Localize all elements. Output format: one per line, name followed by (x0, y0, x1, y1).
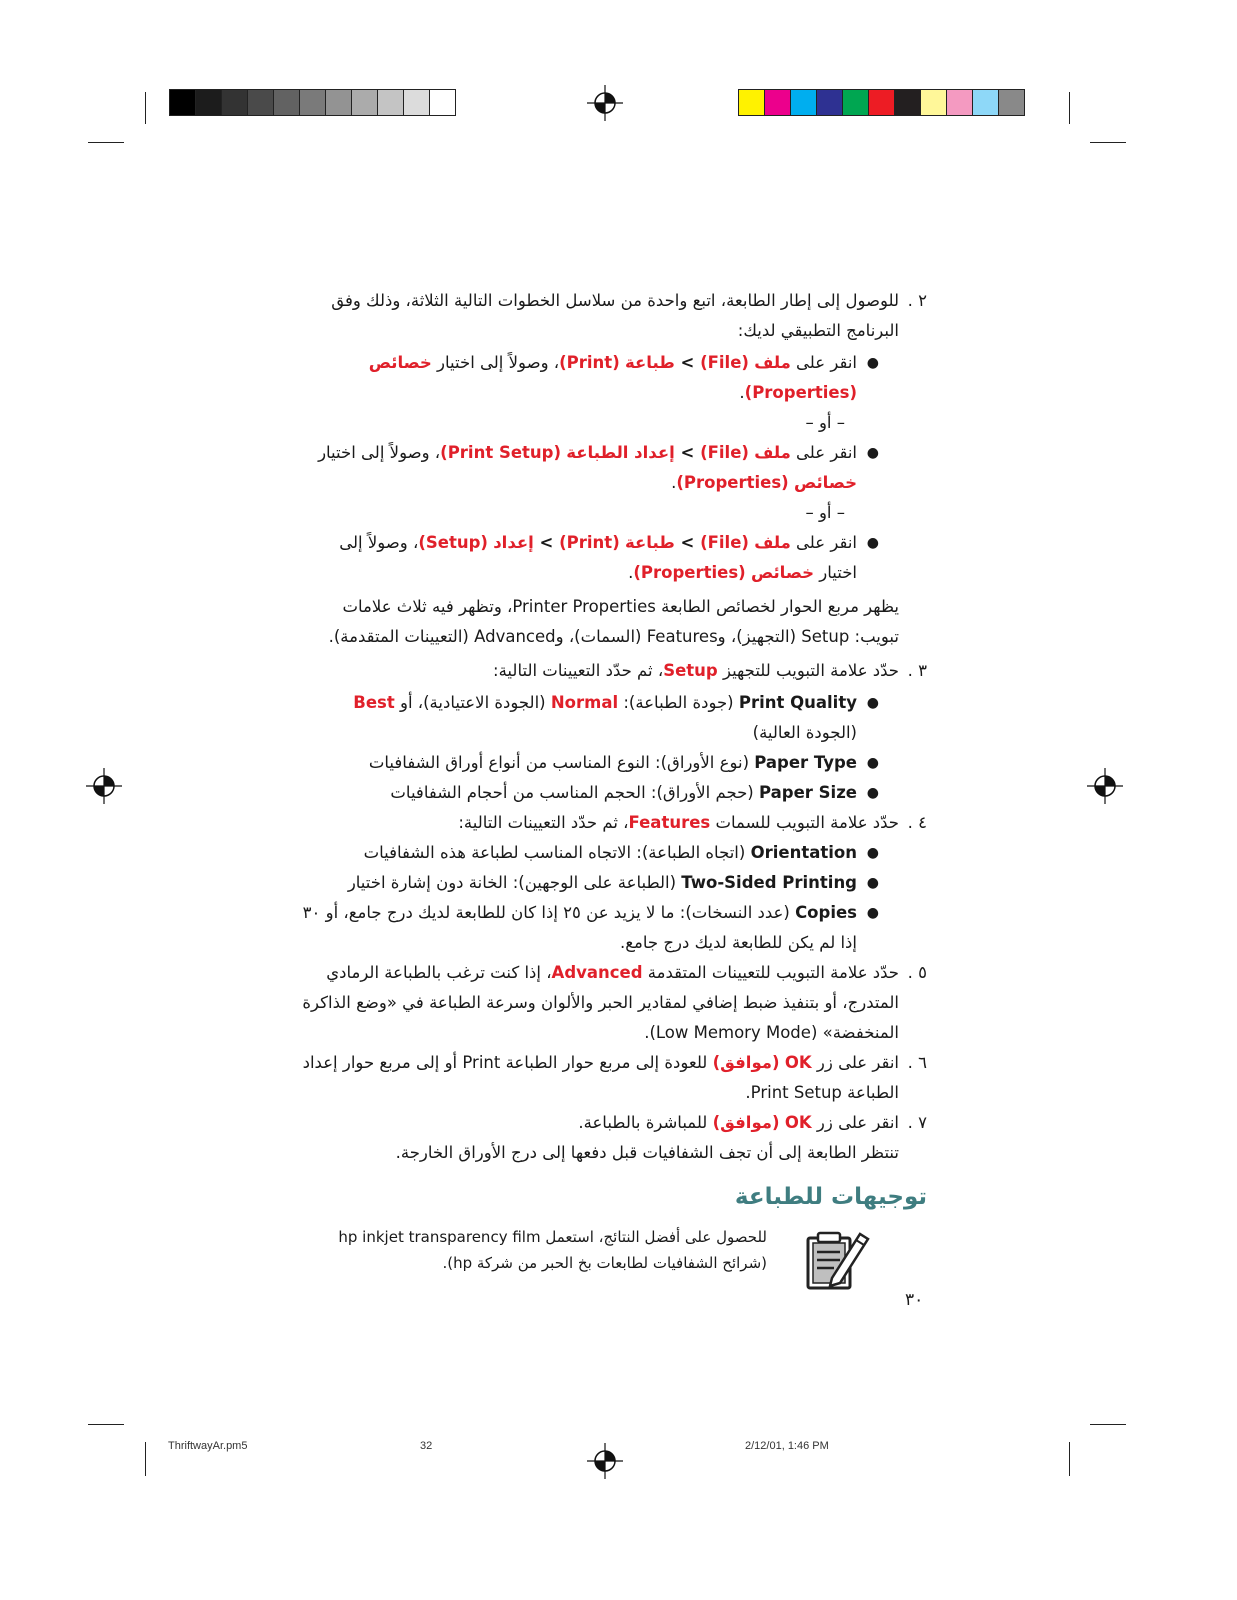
step-number: ٤ . (907, 813, 927, 832)
bullet-icon: ● (866, 355, 879, 371)
registration-mark-icon (587, 85, 623, 121)
section-heading: توجيهات للطباعة (734, 1184, 927, 1210)
footer-filename: ThriftwayAr.pm5 (168, 1440, 248, 1452)
crop-mark (88, 142, 124, 143)
color-swatch (378, 90, 404, 115)
bullet-icon: ● (866, 755, 879, 771)
setting-two-sided: ● Two-Sided Printing (الطباعة على الوجهين): الخانة دون إشارة اختيار (300, 868, 927, 898)
step-3: ٣ . حدّد علامة التبويب للتجهيز Setup، ثم حدّد التعيينات التالية: (300, 656, 927, 686)
step-number: ٧ . (907, 1113, 927, 1132)
color-swatch (817, 90, 843, 115)
step-number: ٦ . (907, 1053, 927, 1072)
bullet-icon: ● (866, 785, 879, 801)
menu-file-en: (File) (700, 353, 749, 372)
menu-setup-en: (Setup) (418, 533, 488, 552)
crop-mark (1090, 142, 1126, 143)
step-6: ٦ . انقر على زر OK (موافق) للعودة إلى مربع حوار الطباعة Print أو إلى مربع حوار إعداد الطباعة Print Setup. (300, 1048, 927, 1108)
color-swatch (895, 90, 921, 115)
color-swatch (973, 90, 999, 115)
step-number: ٥ . (907, 963, 927, 982)
footer-page: 32 (420, 1440, 433, 1452)
step-number: ٣ . (907, 661, 927, 680)
step-5: ٥ . حدّد علامة التبويب للتعيينات المتقدمة Advanced، إذا كنت ترغب بالطباعة الرمادي المتدرج، أو بتنفيذ ضبط إضافي لمقادير الحبر والألوان وسرعة الطباعة في «وضع الذاكرة المنخفضة» (Low Memory Mode). (300, 958, 927, 1048)
color-swatch (170, 90, 196, 115)
crop-mark (1069, 92, 1070, 124)
dialog-description: يظهر مربع الحوار لخصائص الطابعة Printer Properties، وتظهر فيه ثلاث علامات تبويب: Setup (التجهيز)، وFeatures (السمات)، وAdvanced (التعيينات المتقدمة). (328, 597, 899, 646)
setting-paper-size: ● Paper Size (حجم الأوراق): الحجم المناسب من أحجام الشفافيات (300, 778, 927, 808)
menu-print-setup-en: (Print Setup) (440, 443, 562, 462)
setting-print-quality: ● Print Quality (جودة الطباعة): Normal (الجودة الاعتيادية)، أو Best (الجودة العالية) (300, 688, 927, 748)
registration-mark-icon (587, 1443, 623, 1479)
color-swatch (765, 90, 791, 115)
note-box (300, 1224, 927, 1276)
tab-setup-label: Setup (663, 661, 718, 680)
crop-mark (1069, 1442, 1070, 1476)
footer-timestamp: 2/12/01, 1:46 PM (745, 1440, 829, 1452)
color-swatch (999, 90, 1024, 115)
color-swatch (739, 90, 765, 115)
page-number: ٣٠ (905, 1290, 924, 1310)
color-swatch (326, 90, 352, 115)
color-swatch (869, 90, 895, 115)
bullet-icon: ● (866, 535, 879, 551)
color-swatch (791, 90, 817, 115)
bullet-icon: ● (866, 905, 879, 921)
or-separator: – أو – (805, 503, 845, 522)
color-swatch (222, 90, 248, 115)
setting-paper-type: ● Paper Type (نوع الأوراق): النوع المناسب من أنواع أوراق الشفافيات (300, 748, 927, 778)
registration-mark-icon (1087, 768, 1123, 804)
menu-properties-en: (Properties) (744, 383, 857, 402)
crop-mark (1090, 1424, 1126, 1425)
setting-copies: ● Copies (عدد النسخات): ما لا يزيد عن ٢٥ إذا كان للطابعة لديك درج جامع، أو ٣٠ إذا لم يكن للطابعة لديك درج جامع. (300, 898, 927, 958)
color-swatch (921, 90, 947, 115)
ok-button-label: OK (784, 1053, 812, 1072)
bullet-icon: ● (866, 845, 879, 861)
menu-file-ar: ملف (754, 353, 791, 372)
bullet-icon: ● (866, 445, 879, 461)
color-swatch (196, 90, 222, 115)
tab-advanced-label: Advanced (551, 963, 643, 982)
option-3: ● انقر على ملف (File) > طباعة (Print) > إعداد (Setup)، وصولاً إلى اختيار خصائص (Properties). (300, 528, 927, 588)
color-swatch (352, 90, 378, 115)
color-swatch (404, 90, 430, 115)
menu-print-ar: طباعة (625, 353, 675, 372)
option-1: ● انقر على ملف (File) > طباعة (Print)، وصولاً إلى اختيار خصائص (Properties). (300, 348, 927, 408)
menu-print-en: (Print) (559, 353, 620, 372)
or-separator: – أو – (805, 413, 845, 432)
menu-properties-ar: خصائص (368, 353, 432, 372)
registration-mark-icon (86, 768, 122, 804)
step-2 (300, 286, 927, 346)
step-7: ٧ . انقر على زر OK (موافق) للمباشرة بالطباعة. (300, 1108, 927, 1138)
color-swatch (843, 90, 869, 115)
crop-mark (145, 1442, 146, 1476)
bullet-icon: ● (866, 875, 879, 891)
notepad-pencil-icon (804, 1226, 872, 1294)
bullet-icon: ● (866, 695, 879, 711)
closing-text: تنتظر الطابعة إلى أن تجف الشفافيات قبل دفعها إلى درج الأوراق الخارجة. (395, 1143, 899, 1162)
menu-print-setup-ar: إعداد الطباعة (566, 443, 675, 462)
note-text: للحصول على أفضل النتائج، استعمل hp inkjet transparency film (شرائح الشفافيات لطابعات بخ الحبر من شركة hp). (338, 1228, 767, 1272)
color-swatch (248, 90, 274, 115)
step-text: للوصول إلى إطار الطابعة، اتبع واحدة من سلاسل الخطوات التالية الثلاثة، وذلك وفق البرنامج التطبيقي لديك: (331, 291, 899, 340)
color-calibration-bar (738, 89, 1025, 116)
menu-setup-ar: إعداد (493, 533, 534, 552)
color-swatch (300, 90, 326, 115)
ok-button-label: OK (784, 1113, 812, 1132)
color-swatch (430, 90, 455, 115)
step-4: ٤ . حدّد علامة التبويب للسمات Features، ثم حدّد التعيينات التالية: (300, 808, 927, 838)
tab-features-label: Features (628, 813, 711, 832)
color-swatch (274, 90, 300, 115)
crop-mark (145, 92, 146, 124)
grayscale-calibration-bar (169, 89, 456, 116)
document-body (300, 286, 927, 1276)
setting-orientation: ● Orientation (اتجاه الطباعة): الاتجاه المناسب لطباعة هذه الشفافيات (300, 838, 927, 868)
color-swatch (947, 90, 973, 115)
step-number: ٢ . (907, 291, 927, 310)
crop-mark (88, 1424, 124, 1425)
option-2: ● انقر على ملف (File) > إعداد الطباعة (Print Setup)، وصولاً إلى اختيار خصائص (Properties). (300, 438, 927, 498)
